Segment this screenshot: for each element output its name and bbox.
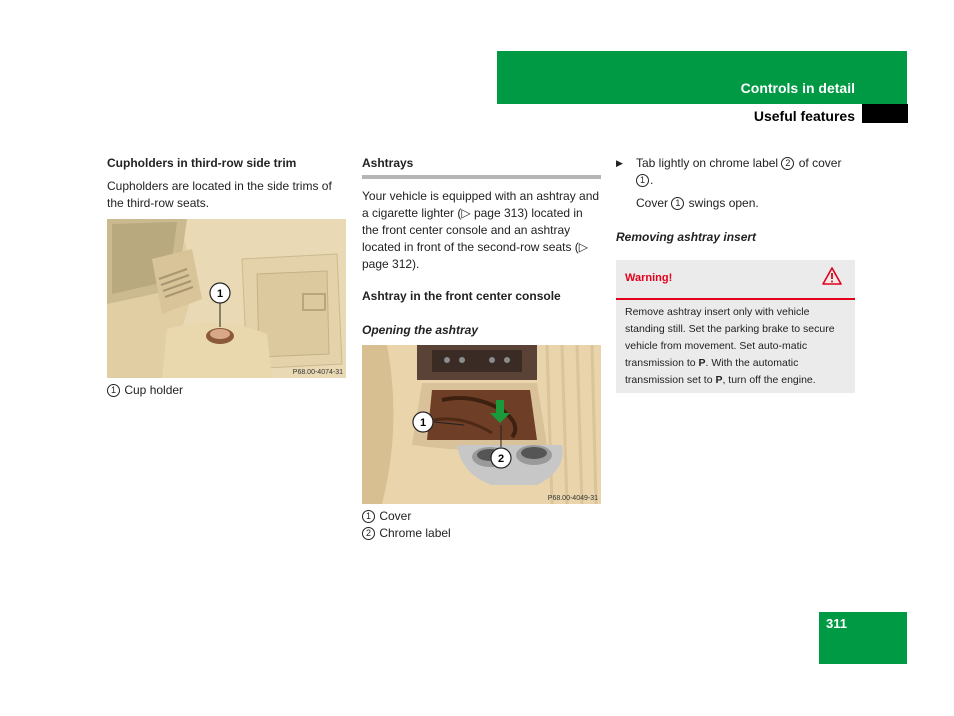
warning-header xyxy=(616,260,855,300)
ashtray-photo xyxy=(362,345,601,504)
header-marker xyxy=(862,104,908,123)
caption-number-1: 1 xyxy=(107,384,120,397)
column-1 xyxy=(107,155,347,212)
column-2 xyxy=(362,155,601,339)
instruction-step: ▶ Tab lightly on chrome label 2 of cover 1 . xyxy=(616,156,842,187)
warning-box xyxy=(616,260,855,393)
ashtray-captions xyxy=(362,508,601,542)
photo1-callout-1: 1 xyxy=(216,288,224,300)
caption-chrome-label: 2 Chrome label xyxy=(362,525,601,542)
photo2-code: P68.00-4049-31 xyxy=(547,495,598,502)
caption-text-cup-holder: Cup holder xyxy=(124,383,184,397)
page-number-box xyxy=(819,612,907,664)
warning-text: Remove ashtray insert only with vehicle standing still. Set the parking brake to secure vehicle from movement. Set auto-matic transmission to P. With the automatic transmission set to P, turn off the engine. xyxy=(625,306,835,386)
column-3 xyxy=(616,155,856,246)
warning-triangle-icon xyxy=(822,267,842,290)
cupholder-paragraph: Cupholders are located in the side trims of the third-row seats. xyxy=(107,179,332,210)
cupholder-photo xyxy=(107,219,346,378)
caption-cover: 1 Cover xyxy=(362,508,601,525)
ashtrays-heading: Ashtrays xyxy=(362,155,601,179)
page-ref-arrow: ▷ xyxy=(578,240,589,254)
header-band xyxy=(497,51,907,104)
subsection-title: Useful features xyxy=(753,108,855,124)
opening-ashtray-heading: Opening the ashtray xyxy=(362,323,479,337)
photo2-callout-1: 1 xyxy=(419,417,427,429)
photo2-callout-2: 2 xyxy=(497,453,505,465)
page-number: 311 xyxy=(826,616,847,631)
cupholder-caption xyxy=(107,382,347,399)
page-ref-arrow: ▷ xyxy=(461,206,471,220)
removing-insert-heading: Removing ashtray insert xyxy=(616,230,757,244)
bullet-icon: ▶ xyxy=(616,158,623,168)
section-title: Controls in detail xyxy=(740,80,855,96)
cupholder-heading: Cupholders in third-row side trim xyxy=(107,156,297,170)
instruction-result: Cover 1 swings open. xyxy=(636,196,759,210)
photo1-code: P68.00-4074-31 xyxy=(292,369,343,376)
front-console-heading: Ashtray in the front center console xyxy=(362,289,561,303)
ashtrays-paragraph: Your vehicle is equipped with an ashtray and a cigarette lighter (▷ page 313) located in the front center console and an ashtray located in front of the second-row seats (▷ page 312). xyxy=(362,189,600,271)
warning-title: Warning! xyxy=(625,272,673,284)
